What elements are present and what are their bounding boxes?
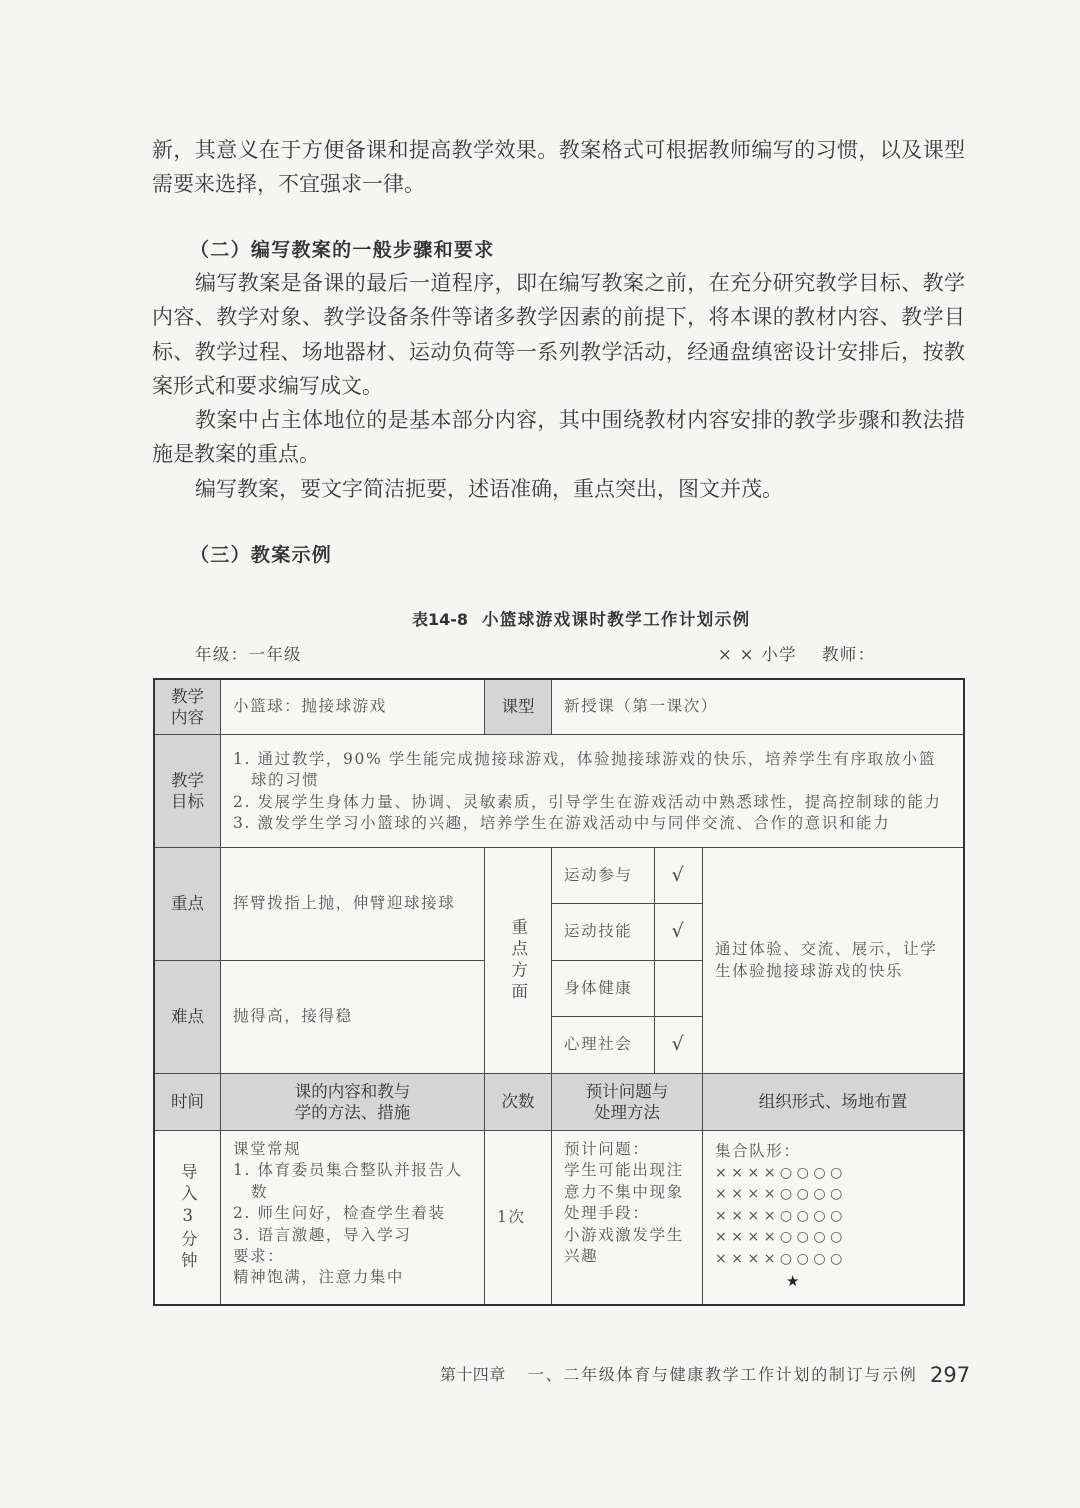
aspect-name: 运动参与 — [552, 848, 655, 904]
intro-time: 导入3分钟 — [178, 1162, 198, 1273]
paragraph-intro — [152, 133, 965, 202]
aspect-name: 运动技能 — [552, 904, 655, 961]
header-count: 次数 — [485, 1074, 552, 1131]
paragraph-line: 编写教案是备课的最后一道程序，即在编写教案之前，在充分研究教学目标、教学 — [195, 271, 965, 295]
formation-label: 集合队形： — [715, 1142, 801, 1160]
paragraph-line: 新，其意义在于方便备课和提高教学效果。教案格式可根据教师编写的习惯，以及课型 — [152, 138, 965, 162]
header-problems-cell — [552, 1074, 703, 1131]
lesson-plan-table — [153, 678, 965, 1306]
aspect-check: √ — [655, 904, 703, 961]
formation-row: ××××○○○○ — [715, 1229, 847, 1246]
header-problems: 预计问题与处理方法 — [585, 1082, 669, 1122]
teacher-star-icon: ★ — [786, 1271, 802, 1290]
header-methods-cell — [221, 1074, 485, 1131]
intro-methods — [221, 1131, 485, 1304]
key-point-label: 重点 — [155, 848, 221, 961]
paragraph-line: 需要来选择，不宜强求一律。 — [152, 172, 425, 197]
section-heading-example: （三）教案示例 — [190, 544, 333, 566]
difficulty-value: 抛得高，接得稳 — [221, 961, 485, 1074]
formation-row: ××××○○○○ — [715, 1207, 847, 1224]
problem-line: 意力不集中现象 — [564, 1182, 684, 1201]
table-caption-label: 表14-8 — [412, 610, 469, 629]
formation-row: ××××○○○○ — [715, 1186, 847, 1203]
problem-line: 小游戏激发学生 — [564, 1225, 684, 1244]
formation-row: ××××○○○○ — [715, 1250, 847, 1267]
objectives-label: 教学目标 — [171, 770, 204, 811]
grade-label: 年级：一年级 — [195, 645, 302, 664]
key-aspects-label-cell — [485, 848, 552, 1074]
footer-chapter: 第十四章 — [440, 1365, 506, 1384]
aspects-goal-cell — [703, 848, 963, 1074]
problem-line: 预计问题： — [564, 1140, 650, 1158]
intro-formation — [703, 1131, 963, 1304]
aspect-check: √ — [655, 848, 703, 904]
problem-line: 处理手段： — [564, 1204, 650, 1223]
table-caption-title: 小篮球游戏课时教学工作计划示例 — [482, 610, 751, 629]
objectives-label-cell — [155, 735, 221, 848]
paragraph-line: 内容、教学对象、教学设备条件等诸多教学因素的前提下，将本课的教材内容、教学目 — [152, 305, 965, 330]
school-label: × × 小学 — [718, 645, 797, 664]
method-line: 精神饱满，注意力集中 — [233, 1268, 405, 1287]
method-line: 1. 体育委员集合整队并报告人 — [233, 1161, 463, 1180]
header-time: 时间 — [155, 1074, 221, 1131]
footer-title: 一、二年级体育与健康教学工作计划的制订与示例 — [528, 1365, 918, 1384]
intro-time-cell — [155, 1131, 221, 1304]
objective-item: 3. 激发学生学习小篮球的兴趣，培养学生在游戏活动中与同伴交流、合作的意识和能力 — [233, 814, 891, 833]
objective-item: 1. 通过教学，90% 学生能完成抛接球游戏，体验抛接球游戏的快乐，培养学生有序取放小篮 — [233, 750, 936, 768]
content-label: 教学内容 — [171, 686, 204, 727]
aspect-name: 心理社会 — [552, 1017, 655, 1074]
difficulty-label: 难点 — [155, 961, 221, 1074]
section-heading-steps: （二）编写教案的一般步骤和要求 — [190, 239, 495, 261]
paragraph-line: 教案中占主体地位的是基本部分内容，其中围绕教材内容安排的教学步骤和教法措 — [195, 408, 965, 433]
intro-problems — [552, 1131, 703, 1304]
aspect-check — [655, 961, 703, 1017]
method-line: 课堂常规 — [233, 1140, 302, 1158]
content-value: 小篮球：抛接球游戏 — [221, 680, 485, 735]
aspect-name: 身体健康 — [552, 961, 655, 1017]
paragraph-line: 编写教案，要文字简洁扼要，述语准确，重点突出，图文并茂。 — [195, 476, 783, 501]
paragraph-line: 标、教学过程、场地器材、运动负荷等一系列教学活动，经通盘缜密设计安排后，按教 — [152, 339, 965, 364]
paragraph-line: 施是教案的重点。 — [152, 442, 320, 467]
key-aspects-label: 重点方面 — [508, 917, 528, 1004]
lesson-type-value: 新授课（第一课次） — [552, 680, 963, 735]
objective-item: 2. 发展学生身体力量、协调、灵敏素质，引导学生在游戏活动中熟悉球性，提高控制球的能力 — [233, 792, 942, 811]
aspect-check: √ — [655, 1017, 703, 1074]
lesson-type-label: 课型 — [485, 680, 552, 735]
header-organization: 组织形式、场地布置 — [703, 1074, 963, 1131]
problem-line: 兴趣 — [564, 1247, 599, 1266]
key-point-value: 挥臂拨指上抛，伸臂迎球接球 — [221, 848, 485, 961]
teacher-label: 教师： — [822, 645, 876, 664]
objective-item-continued: 球的习惯 — [251, 771, 320, 790]
method-line: 2. 师生问好，检查学生着装 — [233, 1204, 446, 1223]
content-label-cell — [155, 680, 221, 735]
paragraph-line: 案形式和要求编写成文。 — [152, 373, 383, 398]
problem-line: 学生可能出现注 — [564, 1161, 684, 1180]
header-methods: 课的内容和教与学的方法、措施 — [294, 1082, 411, 1122]
aspects-goal: 通过体验、交流、展示，让学生体验抛接球游戏的快乐 — [715, 940, 938, 980]
page-number: 297 — [930, 1363, 971, 1387]
method-line: 要求： — [233, 1247, 285, 1266]
paragraph-steps — [152, 266, 965, 506]
objectives-list — [221, 735, 963, 848]
formation-row: ××××○○○○ — [715, 1164, 847, 1181]
method-line-continued: 数 — [251, 1182, 269, 1201]
intro-count: 1次 — [485, 1131, 552, 1304]
method-line: 3. 语言激趣，导入学习 — [233, 1225, 412, 1244]
